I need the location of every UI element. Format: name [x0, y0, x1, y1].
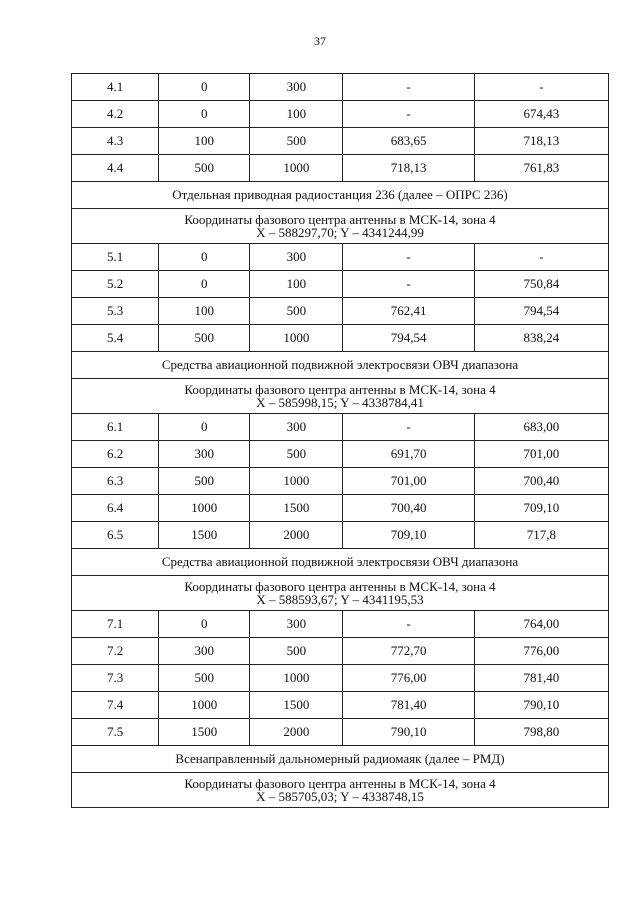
height-to-cell: 500 [250, 441, 343, 468]
height-from-cell: 0 [159, 74, 250, 101]
abs-height-from-cell: 781,40 [343, 692, 474, 719]
table-row [72, 441, 609, 468]
coordinates-cell [72, 379, 609, 414]
table-row [72, 638, 609, 665]
table-row [72, 692, 609, 719]
coordinates-row [72, 209, 609, 244]
table-row [72, 128, 609, 155]
row-number-cell: 6.1 [72, 414, 159, 441]
abs-height-from-cell: 709,10 [343, 522, 474, 549]
coordinates-caption: Координаты фазового центра антенны в МСК-14, зона 4 [184, 382, 496, 397]
coordinates-values: X – 585998,15; Y – 4338784,41 [256, 395, 424, 410]
height-to-cell: 500 [250, 298, 343, 325]
row-number-cell: 7.5 [72, 719, 159, 746]
height-from-cell: 100 [159, 128, 250, 155]
coordinates-caption: Координаты фазового центра антенны в МСК-14, зона 4 [184, 776, 496, 791]
coordinates-row [72, 379, 609, 414]
abs-height-from-cell: 776,00 [343, 665, 474, 692]
coordinates-caption: Координаты фазового центра антенны в МСК-14, зона 4 [184, 212, 496, 227]
table-row [72, 271, 609, 298]
section-title: Средства авиационной подвижной электросвязи ОВЧ диапазона [72, 549, 609, 576]
table-row [72, 298, 609, 325]
height-from-cell: 1500 [159, 719, 250, 746]
row-number-cell: 6.5 [72, 522, 159, 549]
height-from-cell: 0 [159, 271, 250, 298]
abs-height-from-cell: 701,00 [343, 468, 474, 495]
abs-height-from-cell: - [343, 414, 474, 441]
row-number-cell: 5.4 [72, 325, 159, 352]
table-row [72, 495, 609, 522]
height-from-cell: 1000 [159, 495, 250, 522]
table-row [72, 468, 609, 495]
height-to-cell: 2000 [250, 522, 343, 549]
coordinates-values: X – 585705,03; Y – 4338748,15 [256, 789, 424, 804]
row-number-cell: 7.1 [72, 611, 159, 638]
abs-height-from-cell: 700,40 [343, 495, 474, 522]
abs-height-to-cell: 790,10 [474, 692, 608, 719]
table-row [72, 74, 609, 101]
height-from-cell: 300 [159, 441, 250, 468]
height-to-cell: 100 [250, 101, 343, 128]
abs-height-from-cell: 691,70 [343, 441, 474, 468]
section-title-row [72, 352, 609, 379]
section-title: Всенаправленный дальномерный радиомаяк (далее – РМД) [72, 746, 609, 773]
row-number-cell: 7.4 [72, 692, 159, 719]
height-from-cell: 500 [159, 468, 250, 495]
table-row [72, 414, 609, 441]
abs-height-from-cell: - [343, 74, 474, 101]
coordinates-caption: Координаты фазового центра антенны в МСК-14, зона 4 [184, 579, 496, 594]
abs-height-to-cell: 798,80 [474, 719, 608, 746]
height-to-cell: 300 [250, 611, 343, 638]
table-row [72, 611, 609, 638]
section-title-row [72, 746, 609, 773]
abs-height-to-cell: - [474, 74, 608, 101]
height-to-cell: 1500 [250, 692, 343, 719]
coordinates-cell [72, 773, 609, 808]
abs-height-to-cell: 709,10 [474, 495, 608, 522]
abs-height-from-cell: 762,41 [343, 298, 474, 325]
row-number-cell: 6.4 [72, 495, 159, 522]
row-number-cell: 5.3 [72, 298, 159, 325]
abs-height-to-cell: 683,00 [474, 414, 608, 441]
row-number-cell: 6.2 [72, 441, 159, 468]
height-from-cell: 100 [159, 298, 250, 325]
table-row [72, 244, 609, 271]
height-to-cell: 500 [250, 128, 343, 155]
table-row [72, 719, 609, 746]
height-to-cell: 1000 [250, 468, 343, 495]
section-title-row [72, 182, 609, 209]
height-to-cell: 100 [250, 271, 343, 298]
coordinates-values: X – 588297,70; Y – 4341244,99 [256, 225, 424, 240]
abs-height-to-cell: 717,8 [474, 522, 608, 549]
section-title: Отдельная приводная радиостанция 236 (далее – ОПРС 236) [72, 182, 609, 209]
abs-height-from-cell: - [343, 101, 474, 128]
abs-height-to-cell: 781,40 [474, 665, 608, 692]
row-number-cell: 4.2 [72, 101, 159, 128]
abs-height-from-cell: - [343, 244, 474, 271]
abs-height-to-cell: 700,40 [474, 468, 608, 495]
abs-height-from-cell: - [343, 271, 474, 298]
abs-height-from-cell: 794,54 [343, 325, 474, 352]
height-from-cell: 0 [159, 244, 250, 271]
abs-height-from-cell: 772,70 [343, 638, 474, 665]
height-to-cell: 300 [250, 414, 343, 441]
abs-height-to-cell: 674,43 [474, 101, 608, 128]
height-to-cell: 300 [250, 74, 343, 101]
height-from-cell: 500 [159, 325, 250, 352]
height-from-cell: 500 [159, 155, 250, 182]
height-to-cell: 1000 [250, 155, 343, 182]
coordinates-values: X – 588593,67; Y – 4341195,53 [256, 592, 424, 607]
row-number-cell: 4.4 [72, 155, 159, 182]
abs-height-to-cell: 764,00 [474, 611, 608, 638]
row-number-cell: 6.3 [72, 468, 159, 495]
section-title: Средства авиационной подвижной электросвязи ОВЧ диапазона [72, 352, 609, 379]
height-to-cell: 1000 [250, 325, 343, 352]
row-number-cell: 5.2 [72, 271, 159, 298]
table-body [72, 74, 609, 808]
height-from-cell: 1000 [159, 692, 250, 719]
abs-height-to-cell: 750,84 [474, 271, 608, 298]
height-to-cell: 2000 [250, 719, 343, 746]
row-number-cell: 4.3 [72, 128, 159, 155]
abs-height-to-cell: 718,13 [474, 128, 608, 155]
row-number-cell: 7.3 [72, 665, 159, 692]
height-to-cell: 500 [250, 638, 343, 665]
row-number-cell: 4.1 [72, 74, 159, 101]
section-title-row [72, 549, 609, 576]
page-number: 37 [314, 34, 326, 48]
height-from-cell: 300 [159, 638, 250, 665]
table-row [72, 665, 609, 692]
table-row [72, 522, 609, 549]
obstacle-limits-table [71, 73, 609, 808]
height-to-cell: 300 [250, 244, 343, 271]
height-from-cell: 1500 [159, 522, 250, 549]
abs-height-to-cell: 776,00 [474, 638, 608, 665]
height-from-cell: 0 [159, 611, 250, 638]
abs-height-to-cell: - [474, 244, 608, 271]
table-row [72, 101, 609, 128]
height-from-cell: 0 [159, 101, 250, 128]
height-to-cell: 1000 [250, 665, 343, 692]
height-to-cell: 1500 [250, 495, 343, 522]
abs-height-from-cell: 718,13 [343, 155, 474, 182]
abs-height-to-cell: 701,00 [474, 441, 608, 468]
abs-height-from-cell: 790,10 [343, 719, 474, 746]
coordinates-row [72, 773, 609, 808]
coordinates-row [72, 576, 609, 611]
abs-height-to-cell: 838,24 [474, 325, 608, 352]
table-row [72, 325, 609, 352]
row-number-cell: 5.1 [72, 244, 159, 271]
coordinates-cell [72, 576, 609, 611]
abs-height-to-cell: 761,83 [474, 155, 608, 182]
coordinates-cell [72, 209, 609, 244]
abs-height-from-cell: 683,65 [343, 128, 474, 155]
abs-height-to-cell: 794,54 [474, 298, 608, 325]
row-number-cell: 7.2 [72, 638, 159, 665]
table-row [72, 155, 609, 182]
height-from-cell: 0 [159, 414, 250, 441]
height-from-cell: 500 [159, 665, 250, 692]
abs-height-from-cell: - [343, 611, 474, 638]
